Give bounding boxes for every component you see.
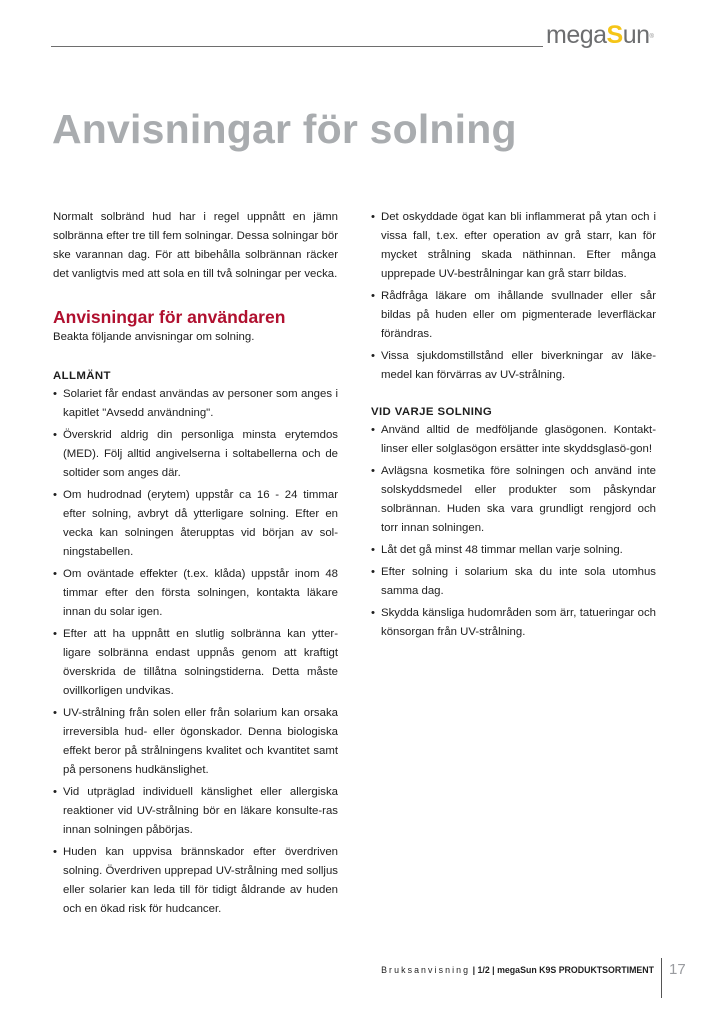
list-item: • UV-strålning från solen eller från solarium kan orsaka irreversibla hud- eller ögonskador. Denna biologiska effekt beror på strålningens kvalitet och kvantitet samt på personens hudkänslighet. <box>53 704 338 780</box>
logo-accent-letter: S <box>606 21 623 49</box>
list-item: • Efter att ha uppnått en slutlig solbränna kan ytter-ligare solbränna endast uppnås genom att kraftigt överskrida de tillåtna solningstiderna. Detta måste ovillkorligen undvikas. <box>53 625 338 701</box>
footer-document-name: Bruksanvisning <box>381 965 471 975</box>
list-item: • Efter solning i solarium ska du inte sola utomhus samma dag. <box>371 563 656 601</box>
list-item: • Vissa sjukdomstillstånd eller biverkningar av läke-medel kan förvärras av UV-strålning. <box>371 347 656 385</box>
general-list <box>53 385 338 919</box>
page-number: 17 <box>669 961 686 978</box>
left-column <box>53 208 338 922</box>
logo-suffix: un <box>622 21 650 49</box>
each-session-list <box>371 421 656 642</box>
footer-divider <box>661 958 662 998</box>
list-item: • Låt det gå minst 48 timmar mellan varje solning. <box>371 541 656 560</box>
footer-separator: | <box>470 965 478 975</box>
list-item: • Om oväntade effekter (t.ex. klåda) uppstår inom 48 timmar efter den första solningen, kontakta läkare innan du solar igen. <box>53 565 338 622</box>
each-session-heading: VID VARJE SOLNING <box>371 406 493 418</box>
registered-mark-icon: ® <box>649 34 654 40</box>
list-item: • Huden kan uppvisa brännskador efter överdriven solning. Överdriven upprepad UV-strålning med solljus eller solarier kan leda till för tidigt åldrande av huden och en ökad risk för hudcancer. <box>53 843 338 919</box>
list-item: • Använd alltid de medföljande glasögonen. Kontakt-linser eller solglasögon ersätter inte skyddsglasö-gon! <box>371 421 656 459</box>
general-list-continued <box>371 208 656 385</box>
footer-part: 1/2 <box>477 965 490 975</box>
list-item: • Avlägsna kosmetika före solningen och använd inte solskyddsmedel eller produkter som påskyndar solbrännan. Huden ska vara grundligt rengjord och torr innan solningen. <box>371 462 656 538</box>
list-item: • Vid utpräglad individuell känslighet eller allergiska reaktioner vid UV-strålning bör en läkare konsulte-ras innan solningen påbörjas. <box>53 783 338 840</box>
section-heading: Anvisningar för användaren <box>53 307 286 327</box>
section-subtitle: Beakta följande anvisningar om solning. <box>53 331 255 343</box>
page-title: Anvisningar för solning <box>52 106 517 152</box>
list-item: • Om hudrodnad (erytem) uppstår ca 16 - 24 timmar efter solning, avbryt då ytterligare solning. Efter en vecka kan solningen återupptas vid början av sol-ningstabellen. <box>53 486 338 562</box>
logo-prefix: mega <box>546 21 607 49</box>
footer-separator: | <box>489 965 498 975</box>
list-item: • Det oskyddade ögat kan bli inflammerat på ytan och i vissa fall, t.ex. efter operation av grå starr, kan för mycket strålning skada näthinnan. Efter många upprepade UV-bestrålningar kan grå starr bildas. <box>371 208 656 284</box>
list-item: • Rådfråga läkare om ihållande svullnader eller sår bildas på huden eller om pigmenterade leverfläckar förändras. <box>371 287 656 344</box>
list-item: • Solariet får endast användas av personer som anges i kapitlet "Avsedd användning". <box>53 385 338 423</box>
megasun-logo <box>546 20 653 50</box>
list-item: • Överskrid aldrig din personliga minsta erytemdos (MED). Följ alltid angivelserna i soltabellerna och de soltider som anges där. <box>53 426 338 483</box>
list-item: • Skydda känsliga hudområden som ärr, tatueringar och könsorgan från UV-strålning. <box>371 604 656 642</box>
intro-paragraph: Normalt solbränd hud har i regel uppnått en jämn solbränna efter tre till fem solningar. Dessa solningar bör ske varannan dag. För att bibehålla solbrännan räcker det vanligtvis med att sola en till två solningar per vecka. <box>53 211 338 280</box>
footer-product: megaSun K9S PRODUKTSORTIMENT <box>497 965 654 975</box>
right-column <box>371 208 656 645</box>
header-rule <box>51 46 543 47</box>
general-heading: ALLMÄNT <box>53 370 111 382</box>
footer <box>381 964 654 976</box>
